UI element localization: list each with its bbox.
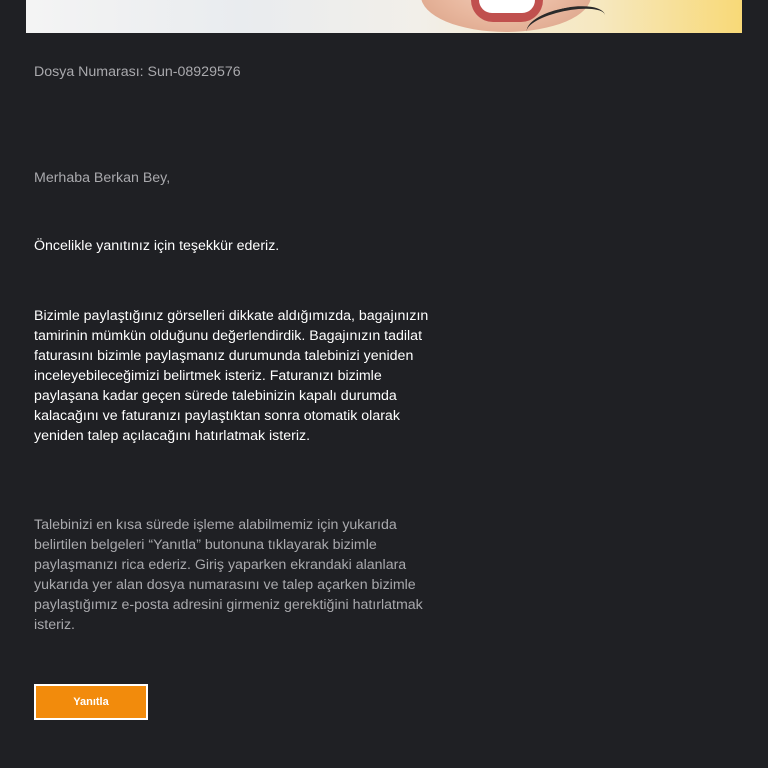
greeting: Merhaba Berkan Bey, (34, 170, 171, 186)
body-paragraph-2: Talebinizi en kısa sürede işleme alabilmemiz için yukarıda belirtilen belgeleri “Yanıtla” butonuna tıklayarak bizimle paylaşmanızı rica ederiz. Giriş yaparken ekrandaki alanlara yukarıda yer alan dosya numarasını ve talep açarken bizimle paylaştığımız e-posta adresini girmeniz gerektiğini hatırlatmak isteriz. (34, 517, 423, 633)
reply-button[interactable] (34, 684, 148, 720)
thanks-line: Öncelikle yanıtınız için teşekkür ederiz. (34, 238, 280, 254)
reply-button-label: Yanıtla (73, 696, 109, 708)
teeth-shape (479, 0, 535, 13)
body-paragraph-1: Bizimle paylaştığınız görselleri dikkate aldığımızda, bagajınızın tamirinin mümkün olduğunu değerlendirdik. Bagajınızın tadilat faturasını bizimle paylaşmanız durumunda talebinizi yeniden inceleyebileceğimizi belirtmek isteriz. Faturanızı bizimle paylaşana kadar geçen sürede talebinizin kapalı durumda kalacağını ve faturanızı paylaştıktan sonra otomatik olarak yeniden talep açılacağını hatırlatmak isteriz. (34, 308, 429, 444)
file-number: Dosya Numarası: Sun-08929576 (34, 64, 241, 80)
header-photo (26, 0, 742, 33)
